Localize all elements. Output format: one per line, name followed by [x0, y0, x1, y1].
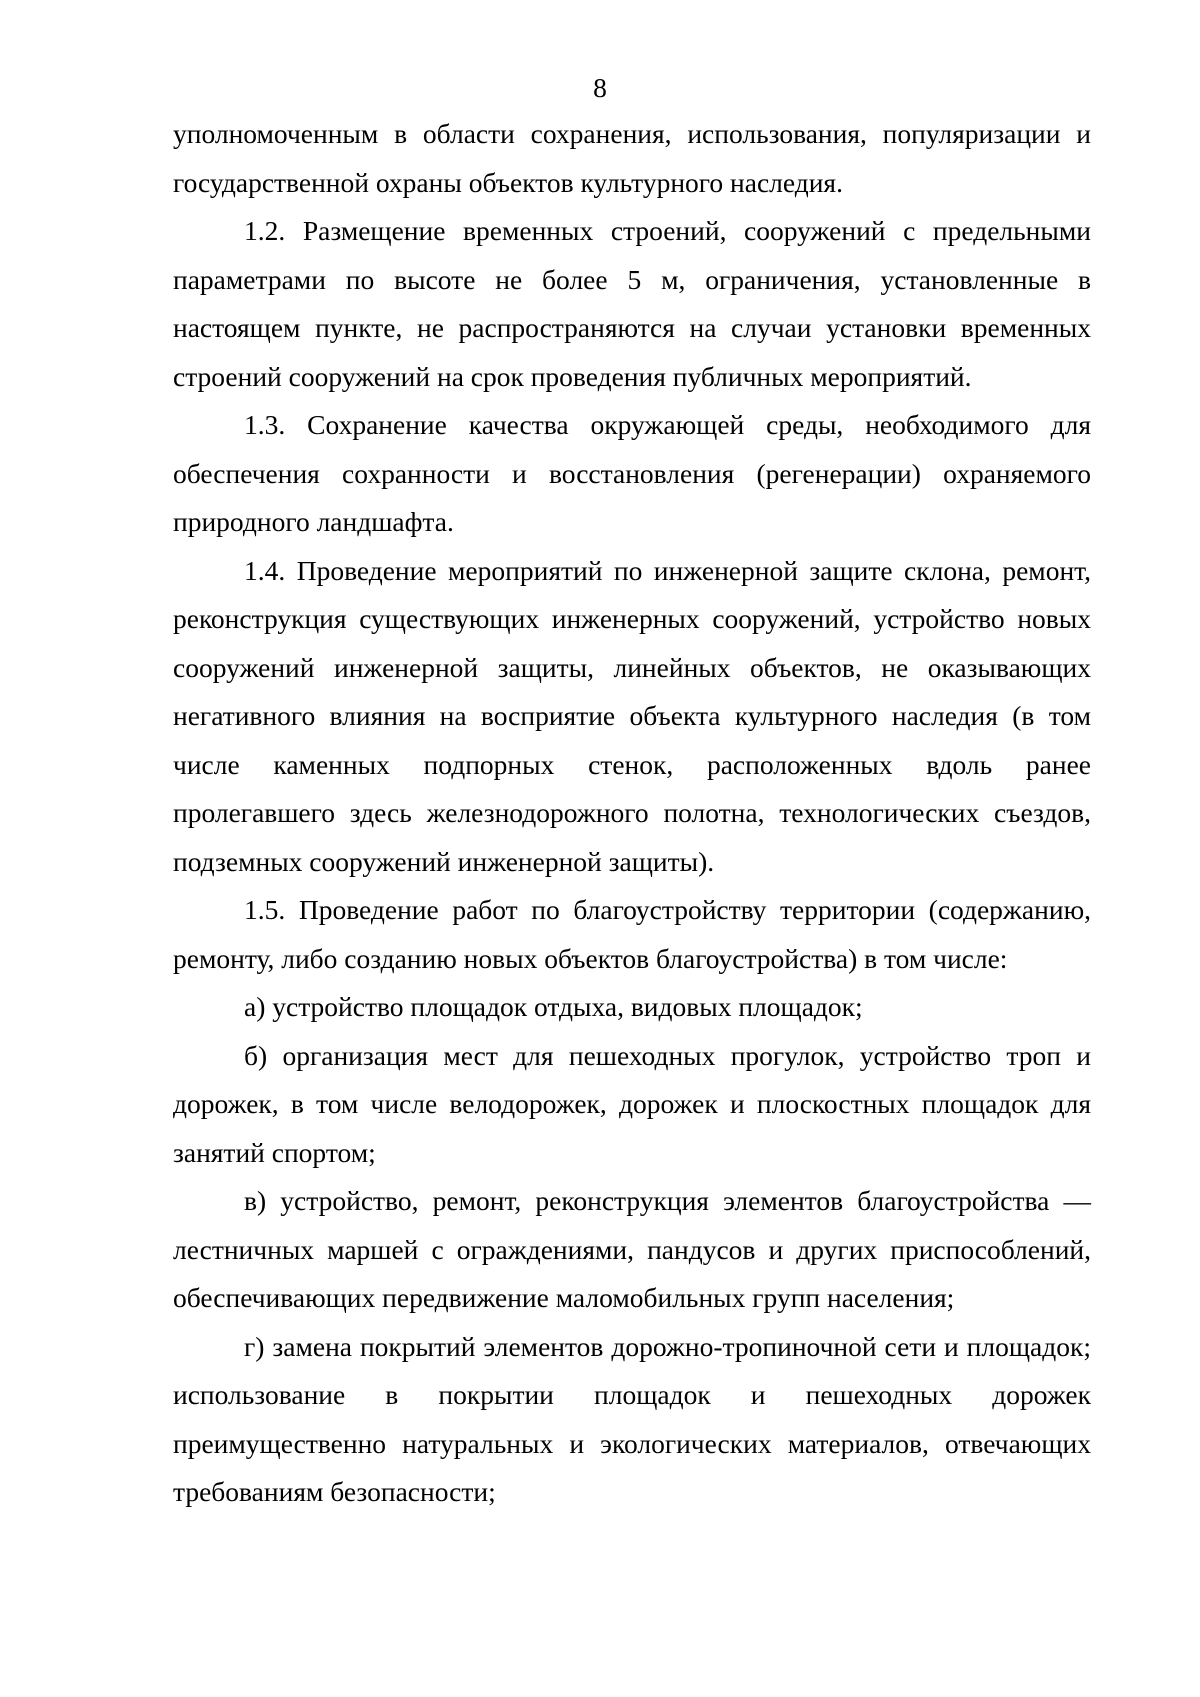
list-item-v: в) устройство, ремонт, реконструкция элементов благоустройства — лестничных маршей с ограждениями, пандусов и других приспособлений, обеспечивающих передвижение маломобильных групп населения;: [173, 1185, 1091, 1313]
paragraph-continuation: уполномоченным в области сохранения, использования, популяризации и государственной охраны объектов культурного наследия.: [173, 118, 1091, 198]
page-number: 8: [593, 72, 607, 103]
list-item-b: б) организация мест для пешеходных прогулок, устройство троп и дорожек, в том числе велодорожек, дорожек и плоскостных площадок для занятий спортом;: [173, 1039, 1091, 1168]
list-item-a: а) устройство площадок отдыха, видовых площадок;: [244, 991, 863, 1022]
paragraph-1-5: 1.5. Проведение работ по благоустройству территории (содержанию, ремонту, либо созданию новых объектов благоустройства) в том числе:: [173, 894, 1091, 974]
paragraph-1-3: 1.3. Сохранение качества окружающей среды, необходимого для обеспечения сохранности и восстановления (регенерации) охраняемого природного ландшафта.: [173, 409, 1091, 537]
paragraph-1-2: 1.2. Размещение временных строений, сооружений с предельными параметрами по высоте не более 5 м, ограничения, установленные в настоящем пункте, не распространяются на случаи установки временных строений сооружений на срок проведения публичных мероприятий.: [173, 215, 1091, 392]
paragraph-1-4: 1.4. Проведение мероприятий по инженерной защите склона, ремонт, реконструкция существующих инженерных сооружений, устройство новых сооружений инженерной защиты, линейных объектов, не оказывающих негативного влияния на восприятие объекта культурного наследия (в том числе каменных подпорных стенок, расположенных вдоль ранее пролегавшего здесь железнодорожного полотна, технологических съездов, подземных сооружений инженерной защиты).: [173, 554, 1091, 877]
list-item-g: г) замена покрытий элементов дорожно-тропиночной сети и площадок; использование в покрытии площадок и пешеходных дорожек преимущественно натуральных и экологических материалов, отвечающих требованиям безопасности;: [173, 1330, 1091, 1507]
document-body: [173, 110, 1091, 1517]
